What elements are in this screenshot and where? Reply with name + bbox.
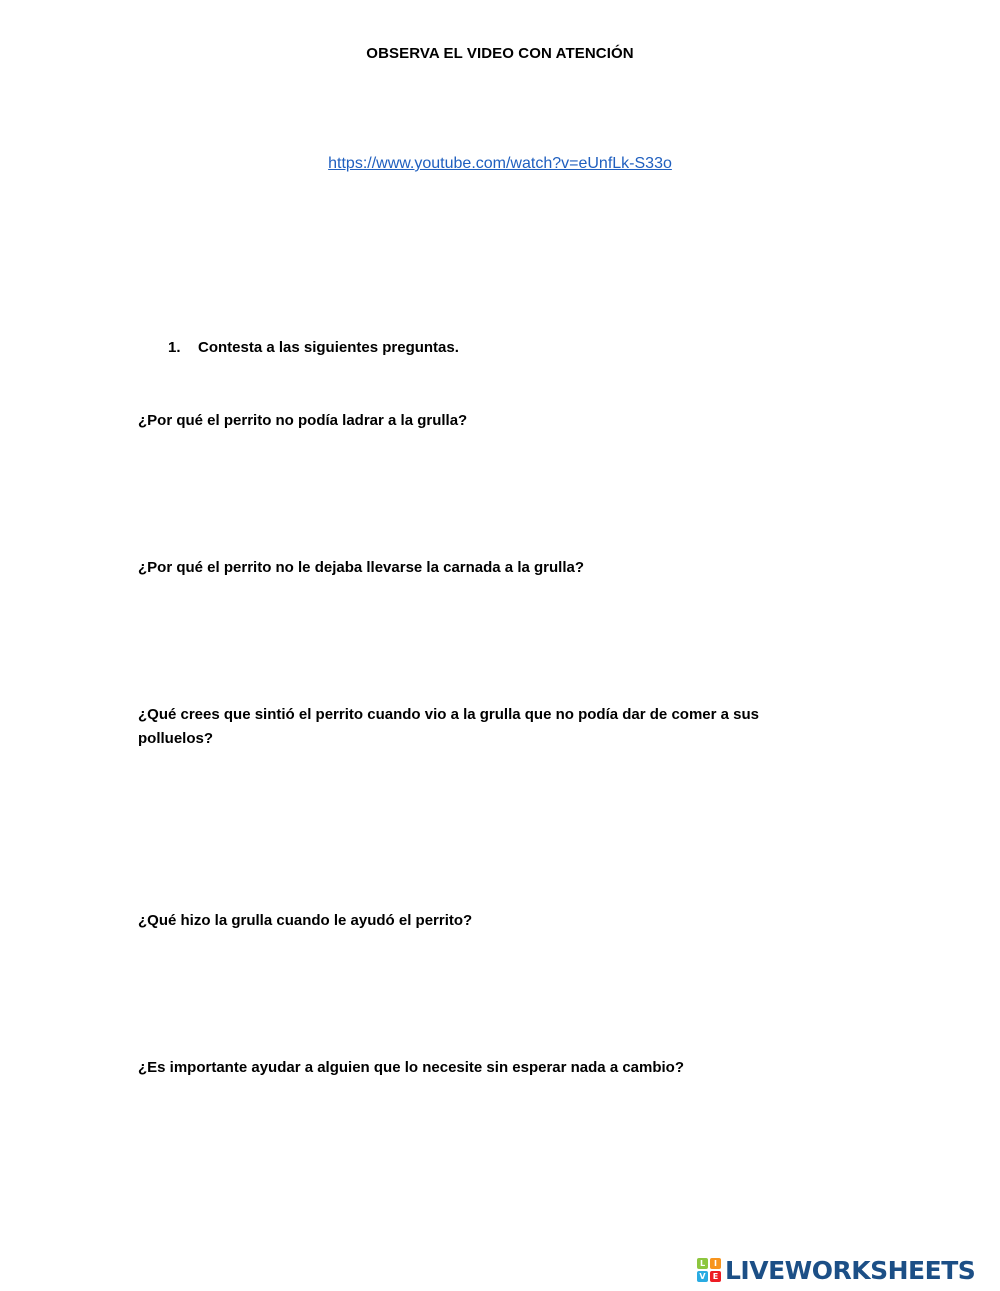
instruction-number: 1. xyxy=(168,339,181,356)
liveworksheets-logo xyxy=(697,1256,975,1284)
logo-letter-v: V xyxy=(697,1271,708,1282)
question-4: ¿Qué hizo la grulla cuando le ayudó el perrito? xyxy=(138,912,473,929)
logo-icon xyxy=(697,1258,721,1282)
logo-letter-l: L xyxy=(697,1258,708,1269)
instruction xyxy=(168,339,459,356)
question-3: ¿Qué crees que sintió el perrito cuando vio a la grulla que no podía dar de comer a sus polluelos? xyxy=(138,706,759,747)
question-1: ¿Por qué el perrito no podía ladrar a la grulla? xyxy=(138,412,468,429)
logo-letter-i: I xyxy=(710,1258,721,1269)
logo-text: LIVEWORKSHEETS xyxy=(725,1255,976,1285)
video-link[interactable]: https://www.youtube.com/watch?v=eUnfLk-S33o xyxy=(328,155,672,172)
instruction-text: Contesta a las siguientes preguntas. xyxy=(198,339,459,356)
question-2: ¿Por qué el perrito no le dejaba llevarse la carnada a la grulla? xyxy=(138,559,584,576)
question-5: ¿Es importante ayudar a alguien que lo necesite sin esperar nada a cambio? xyxy=(138,1059,685,1076)
video-link-container xyxy=(0,155,1000,173)
page-title: OBSERVA EL VIDEO CON ATENCIÓN xyxy=(366,45,634,62)
logo-letter-e: E xyxy=(710,1271,721,1282)
